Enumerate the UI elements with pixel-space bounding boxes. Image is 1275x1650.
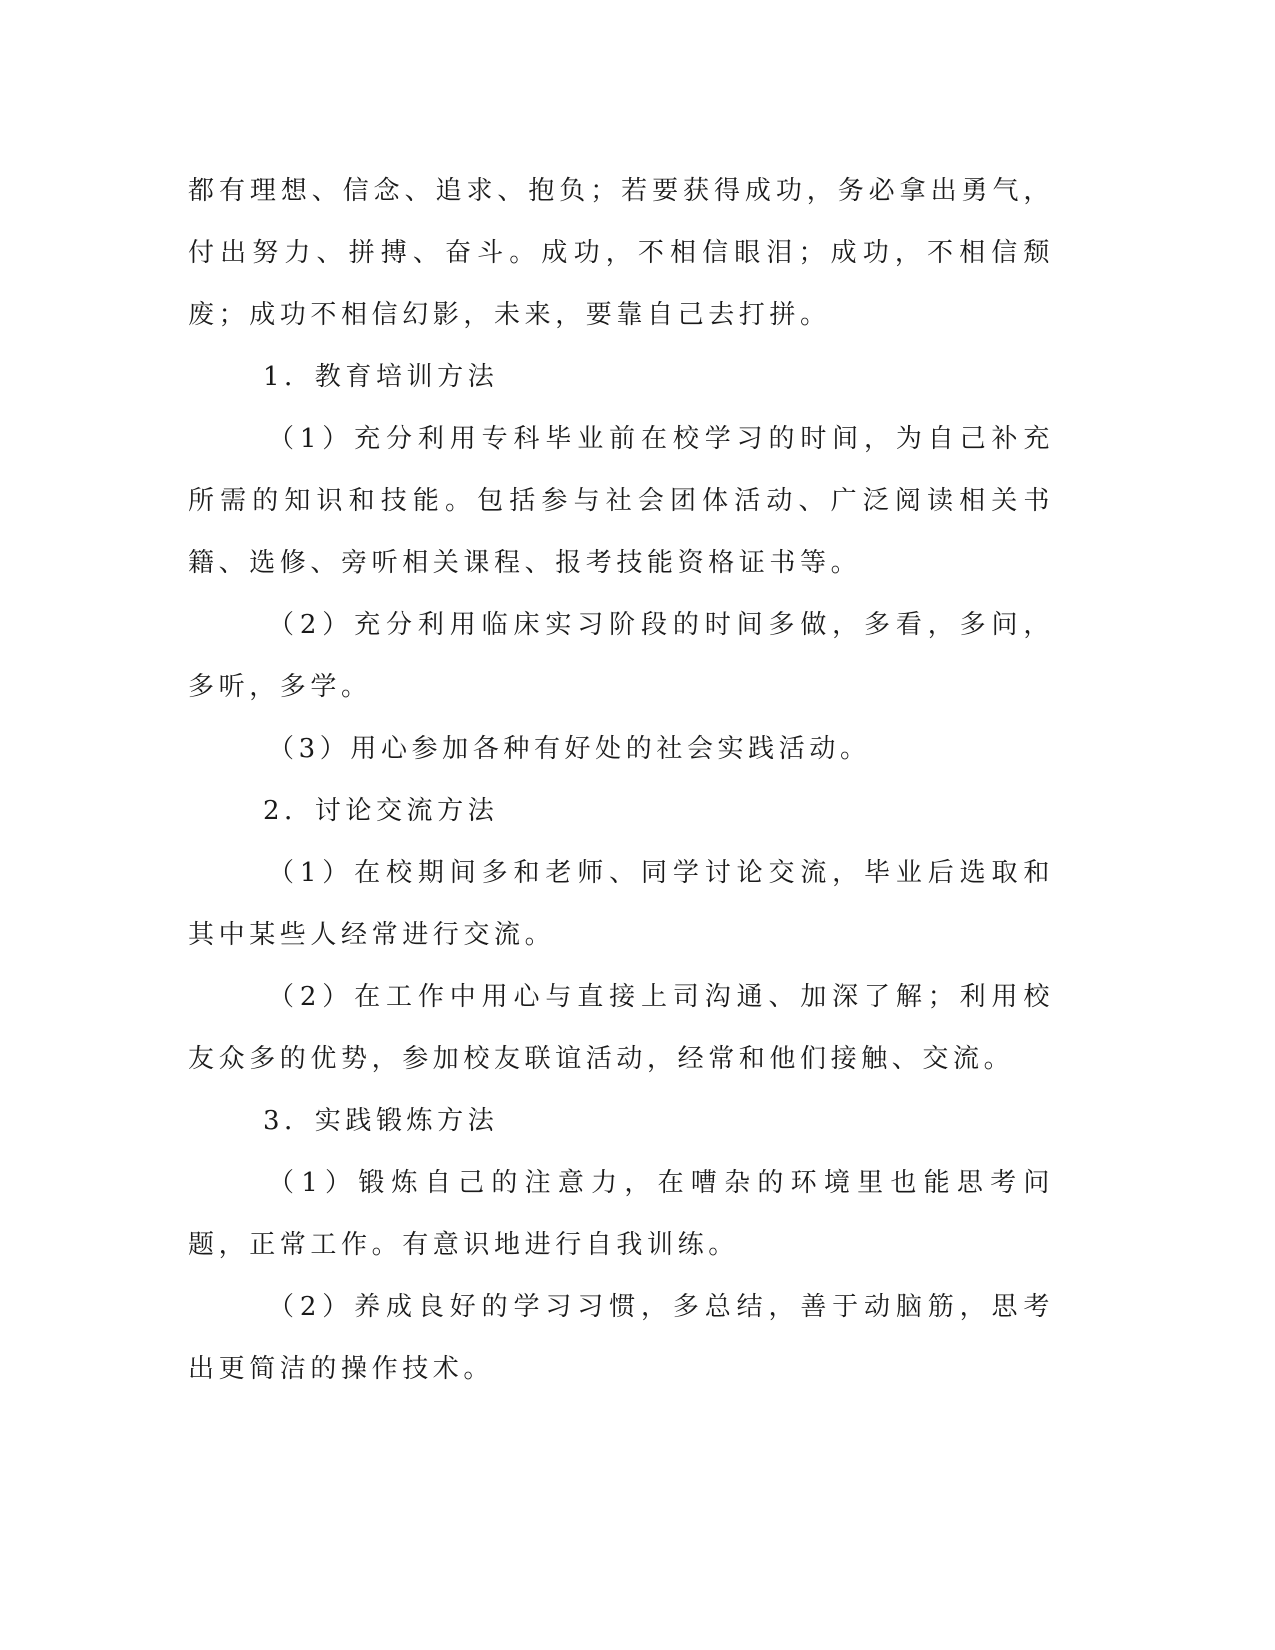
list-item-education-3: （3）用心参加各种有好处的社会实践活动。 <box>268 734 871 764</box>
document-body <box>188 160 1054 1400</box>
section-heading-education-training: 1．教育培训方法 <box>263 362 499 392</box>
list-item-education-1: （1）充分利用专科毕业前在校学习的时间，为自己补充所需的知识和技能。包括参与社会团体活动、广泛阅读相关书籍、选修、旁听相关课程、报考技能资格证书等。 <box>188 424 1054 578</box>
paragraph-intro: 都有理想、信念、追求、抱负；若要获得成功，务必拿出勇气，付出努力、拼搏、奋斗。成功，不相信眼泪；成功，不相信颓废；成功不相信幻影，未来，要靠自己去打拼。 <box>188 176 1054 330</box>
list-item-education-2: （2）充分利用临床实习阶段的时间多做，多看，多问，多听，多学。 <box>188 610 1054 702</box>
list-item-discussion-2: （2）在工作中用心与直接上司沟通、加深了解；利用校友众多的优势，参加校友联谊活动，经常和他们接触、交流。 <box>188 982 1054 1074</box>
list-item-practice-1: （1）锻炼自己的注意力，在嘈杂的环境里也能思考问题，正常工作。有意识地进行自我训练。 <box>188 1168 1054 1260</box>
list-item-discussion-1: （1）在校期间多和老师、同学讨论交流，毕业后选取和其中某些人经常进行交流。 <box>188 858 1054 950</box>
section-heading-discussion-exchange: 2．讨论交流方法 <box>263 796 499 826</box>
section-heading-practice-training: 3．实践锻炼方法 <box>263 1106 499 1136</box>
list-item-practice-2: （2）养成良好的学习习惯，多总结，善于动脑筋，思考出更简洁的操作技术。 <box>188 1292 1054 1384</box>
